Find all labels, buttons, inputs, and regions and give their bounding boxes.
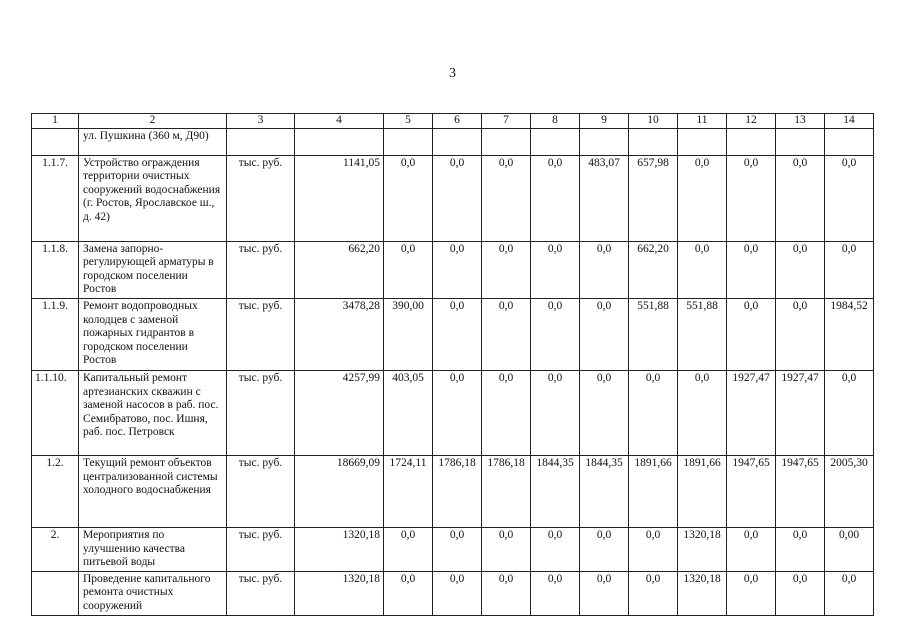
value-cell: 0,0: [776, 298, 825, 370]
measure-name: Устройство ограждения территории очистных сооружений водоснабжения (г. Ростов, Ярославское ш., д. 42): [79, 155, 227, 241]
measures-table: [31, 113, 874, 616]
value-cell: 0,0: [727, 527, 776, 571]
table-row: [32, 527, 874, 571]
total-value-cell: 4257,99: [295, 370, 384, 455]
value-cell: 0,0: [825, 241, 874, 298]
column-header: 2: [79, 114, 227, 129]
row-number: 1.1.10.: [32, 370, 79, 455]
value-cell: 1844,35: [580, 455, 629, 527]
column-header: 6: [433, 114, 482, 129]
value-cell: 0,0: [482, 155, 531, 241]
value-cell: [629, 128, 678, 155]
unit-cell: тыс. руб.: [227, 155, 295, 241]
column-header: 13: [776, 114, 825, 129]
value-cell: 0,0: [776, 527, 825, 571]
value-cell: [384, 128, 433, 155]
unit-cell: тыс. руб.: [227, 241, 295, 298]
value-cell: 0,0: [825, 571, 874, 615]
value-cell: [727, 128, 776, 155]
unit-cell: [227, 128, 295, 155]
table-row: [32, 241, 874, 298]
value-cell: 1320,18: [678, 527, 727, 571]
value-cell: 0,0: [629, 571, 678, 615]
value-cell: 0,0: [433, 241, 482, 298]
page-number: 3: [449, 66, 456, 81]
column-header: 8: [531, 114, 580, 129]
value-cell: 1927,47: [776, 370, 825, 455]
value-cell: 0,00: [825, 527, 874, 571]
value-cell: 0,0: [727, 241, 776, 298]
value-cell: 0,0: [531, 527, 580, 571]
value-cell: 1984,52: [825, 298, 874, 370]
value-cell: 0,0: [776, 571, 825, 615]
total-value-cell: 1141,05: [295, 155, 384, 241]
column-header: 7: [482, 114, 531, 129]
value-cell: 0,0: [727, 571, 776, 615]
table-row: [32, 571, 874, 615]
value-cell: 0,0: [678, 370, 727, 455]
value-cell: 390,00: [384, 298, 433, 370]
unit-cell: тыс. руб.: [227, 527, 295, 571]
value-cell: 0,0: [776, 155, 825, 241]
value-cell: 0,0: [433, 370, 482, 455]
value-cell: 0,0: [629, 370, 678, 455]
value-cell: 0,0: [433, 527, 482, 571]
value-cell: 657,98: [629, 155, 678, 241]
value-cell: 0,0: [678, 155, 727, 241]
column-header: 5: [384, 114, 433, 129]
row-number: 1.1.7.: [32, 155, 79, 241]
column-header: 11: [678, 114, 727, 129]
value-cell: 0,0: [482, 571, 531, 615]
value-cell: 0,0: [482, 298, 531, 370]
value-cell: 0,0: [482, 241, 531, 298]
value-cell: [825, 128, 874, 155]
value-cell: 1320,18: [678, 571, 727, 615]
value-cell: 0,0: [580, 571, 629, 615]
total-value-cell: [295, 128, 384, 155]
value-cell: 0,0: [531, 155, 580, 241]
total-value-cell: 18669,09: [295, 455, 384, 527]
row-number: [32, 128, 79, 155]
value-cell: [580, 128, 629, 155]
value-cell: 1724,11: [384, 455, 433, 527]
table-row: [32, 455, 874, 527]
value-cell: 0,0: [727, 155, 776, 241]
value-cell: 551,88: [629, 298, 678, 370]
row-number: [32, 571, 79, 615]
measure-name: Мероприятия по улучшению качества питьевой воды: [79, 527, 227, 571]
row-number: 2.: [32, 527, 79, 571]
unit-cell: тыс. руб.: [227, 370, 295, 455]
row-number: 1.1.8.: [32, 241, 79, 298]
row-number: 1.1.9.: [32, 298, 79, 370]
value-cell: 551,88: [678, 298, 727, 370]
column-header: 10: [629, 114, 678, 129]
table-row: [32, 298, 874, 370]
column-header: 14: [825, 114, 874, 129]
value-cell: 0,0: [482, 527, 531, 571]
column-header: 12: [727, 114, 776, 129]
unit-cell: тыс. руб.: [227, 571, 295, 615]
value-cell: 0,0: [482, 370, 531, 455]
column-header: 9: [580, 114, 629, 129]
value-cell: 1891,66: [678, 455, 727, 527]
measure-name: Капитальный ремонт артезианских скважин с заменой насосов в раб. пос. Семибратово, пос. Ишня, раб. пос. Петровск: [79, 370, 227, 455]
value-cell: [482, 128, 531, 155]
value-cell: [531, 128, 580, 155]
column-header: 1: [32, 114, 79, 129]
measure-name: Проведение капитального ремонта очистных сооружений: [79, 571, 227, 615]
value-cell: 0,0: [384, 241, 433, 298]
value-cell: 0,0: [384, 527, 433, 571]
value-cell: 1786,18: [433, 455, 482, 527]
value-cell: 0,0: [531, 571, 580, 615]
total-value-cell: 1320,18: [295, 571, 384, 615]
measure-name: Замена запорно-регулирующей арматуры в городском поселении Ростов: [79, 241, 227, 298]
value-cell: 0,0: [580, 370, 629, 455]
value-cell: 0,0: [776, 241, 825, 298]
value-cell: 1786,18: [482, 455, 531, 527]
measure-name: Ремонт водопроводных колодцев с заменой пожарных гидрантов в городском поселении Ростов: [79, 298, 227, 370]
value-cell: [678, 128, 727, 155]
table-row: [32, 155, 874, 241]
value-cell: 0,0: [580, 298, 629, 370]
value-cell: 2005,30: [825, 455, 874, 527]
value-cell: 1947,65: [727, 455, 776, 527]
value-cell: 1947,65: [776, 455, 825, 527]
value-cell: 0,0: [384, 155, 433, 241]
value-cell: 0,0: [433, 571, 482, 615]
unit-cell: тыс. руб.: [227, 455, 295, 527]
value-cell: 0,0: [531, 241, 580, 298]
total-value-cell: 1320,18: [295, 527, 384, 571]
unit-cell: тыс. руб.: [227, 298, 295, 370]
value-cell: 483,07: [580, 155, 629, 241]
value-cell: 1891,66: [629, 455, 678, 527]
value-cell: 1927,47: [727, 370, 776, 455]
value-cell: 0,0: [433, 155, 482, 241]
value-cell: 0,0: [629, 527, 678, 571]
value-cell: 662,20: [629, 241, 678, 298]
table-row: [32, 370, 874, 455]
value-cell: 0,0: [384, 571, 433, 615]
measure-name: Текущий ремонт объектов централизованной системы холодного водоснабжения: [79, 455, 227, 527]
value-cell: [433, 128, 482, 155]
table-row: [32, 128, 874, 155]
value-cell: 0,0: [825, 155, 874, 241]
value-cell: 0,0: [531, 370, 580, 455]
value-cell: 0,0: [678, 241, 727, 298]
value-cell: 403,05: [384, 370, 433, 455]
column-header: 3: [227, 114, 295, 129]
value-cell: 0,0: [727, 298, 776, 370]
total-value-cell: 662,20: [295, 241, 384, 298]
value-cell: 0,0: [433, 298, 482, 370]
value-cell: 0,0: [580, 527, 629, 571]
value-cell: 1844,35: [531, 455, 580, 527]
column-header: 4: [295, 114, 384, 129]
value-cell: 0,0: [580, 241, 629, 298]
value-cell: [776, 128, 825, 155]
value-cell: 0,0: [825, 370, 874, 455]
total-value-cell: 3478,28: [295, 298, 384, 370]
row-number: 1.2.: [32, 455, 79, 527]
value-cell: 0,0: [531, 298, 580, 370]
table-header-row: [32, 114, 874, 129]
measure-name: ул. Пушкина (360 м, Д90): [79, 128, 227, 155]
